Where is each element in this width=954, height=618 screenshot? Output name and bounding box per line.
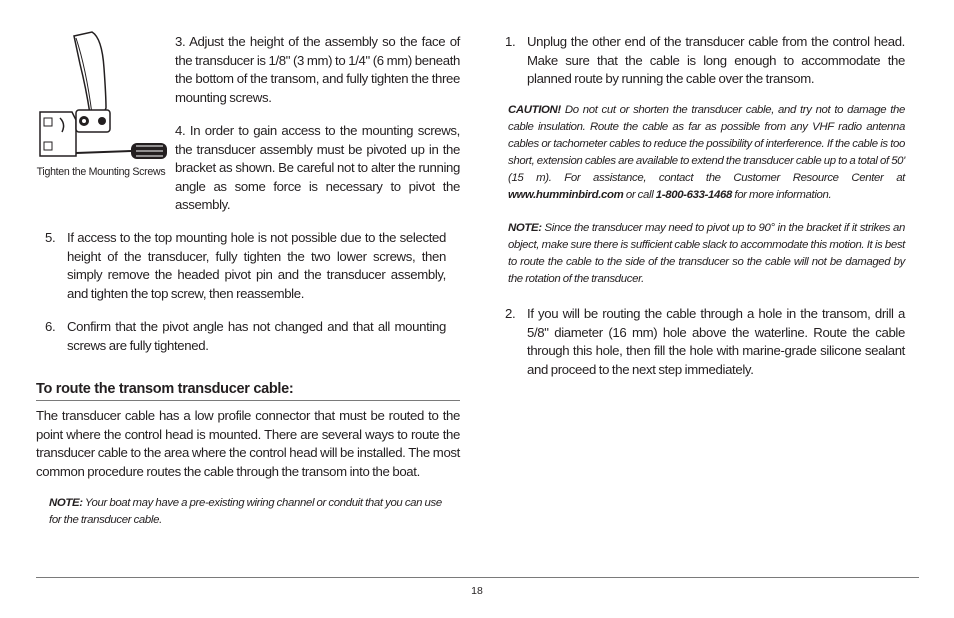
caution-website-link[interactable]: www.humminbird.com: [508, 189, 624, 201]
step-4-text: 4. In order to gain access to the mounting screws, the transducer assembly must be pivoted up in the bracket as shown. Be careful not to alter the running angle as some force is necessary to pivot the assembly.: [175, 123, 460, 213]
left-note: [49, 495, 447, 529]
left-note-text: Your boat may have a pre-existing wiring channel or conduit that you can use for the transducer cable.: [49, 497, 442, 526]
caution-end-text: for more information.: [731, 189, 832, 201]
step-3-text: 3. Adjust the height of the assembly so the face of the transducer is 1/8" (3 mm) to 1/4" (6 mm) beneath the bottom of the transom, and fully tighten the three mounting screws.: [175, 34, 460, 105]
right-note-label: NOTE:: [508, 222, 542, 234]
step-6-number: 6.: [45, 319, 56, 334]
right-note-text: Since the transducer may need to pivot up to 90° in the bracket if it strikes an object, make sure there is sufficient cable slack to accommodate this motion. It is best to route the cable to the side of the transducer so the cable will not be damaged by the rotation of the transducer.: [508, 222, 905, 285]
caution-text: Do not cut or shorten the transducer cable, and try not to damage the cable insulation. Route the cable as far as possible from any VHF radio antenna cables or tachometer cables to reduce the possibility of interference. If the cable is too short, extension cables are available to extend the transducer cable up to a total of 50' (15 m). For assistance, contact the Customer Resource Center at: [508, 104, 905, 184]
caution-label: CAUTION!: [508, 104, 561, 116]
right-note: [508, 220, 905, 288]
section-heading: To route the transom transducer cable:: [36, 381, 460, 401]
step-2-text: If you will be routing the cable through a hole in the transom, drill a 5/8" diameter (16 mm) hole above the waterline. Route the cable through this hole, then fill the hole with marine-grade silicone sealant and proceed to the next step immediately.: [527, 306, 905, 377]
left-note-label: NOTE:: [49, 497, 83, 509]
caution-phone: 1-800-633-1468: [655, 189, 732, 201]
step-6-text: Confirm that the pivot angle has not changed and that all mounting screws are fully tightened.: [67, 319, 446, 353]
step-1-text: Unplug the other end of the transducer cable from the control head. Make sure that the cable is long enough to accommodate the planned route by running the cable over the transom.: [527, 34, 905, 87]
step-1-number: 1.: [505, 34, 516, 49]
cable-intro-text: The transducer cable has a low profile connector that must be routed to the point where the control head is mounted. There are several ways to route the transducer cable to the area where the control head will be installed. The most common procedure routes the cable through the transom into the boat.: [36, 408, 460, 479]
step-5-text: If access to the top mounting hole is not possible due to the selected height of the transducer, fully tighten the two lower screws, then simply remove the headed pivot pin and the transducer assembly, and tighten the top screw, then reassemble.: [67, 230, 446, 301]
page-number: 18: [471, 585, 483, 597]
step-2-number: 2.: [505, 306, 516, 321]
step-5-number: 5.: [45, 230, 56, 245]
figure-caption: Tighten the Mounting Screws: [36, 166, 166, 178]
footer-rule: [36, 577, 919, 578]
transducer-illustration: [36, 28, 171, 166]
caution-mid-text: or call: [623, 189, 656, 201]
caution-block: [508, 102, 905, 204]
